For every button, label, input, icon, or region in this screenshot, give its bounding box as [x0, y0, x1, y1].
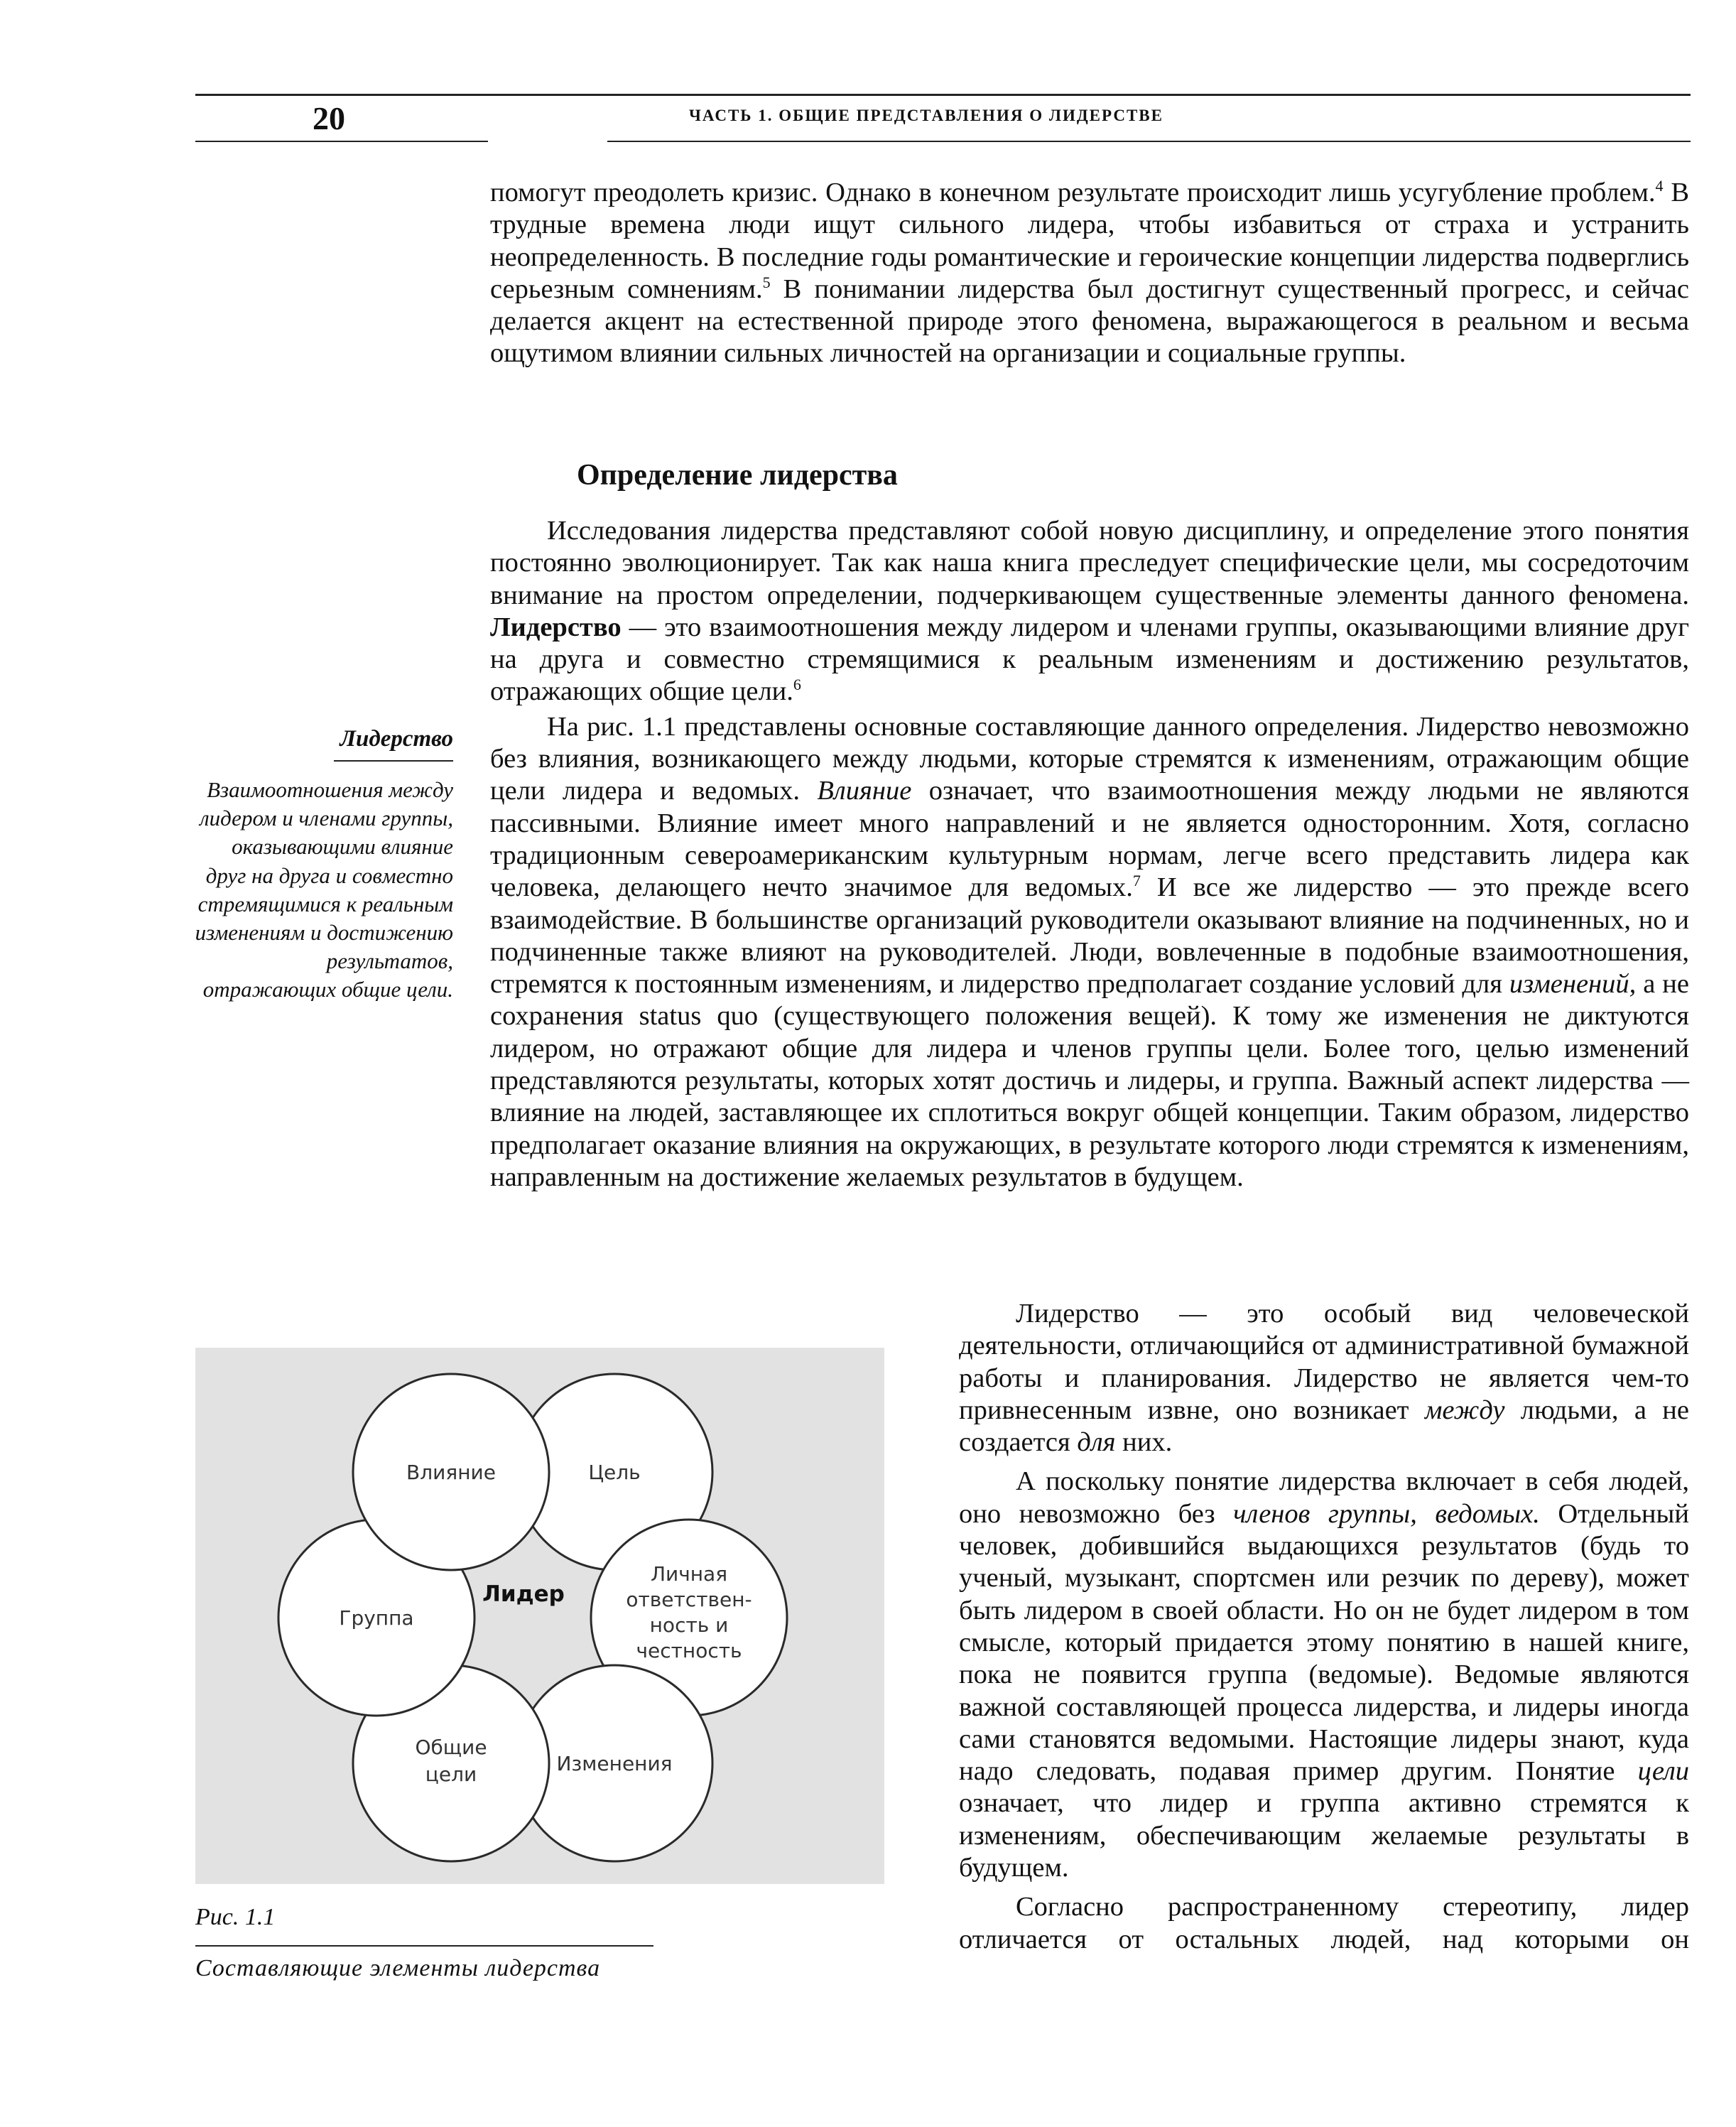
- page-number: 20: [313, 100, 345, 136]
- footnote-ref: 6: [793, 676, 801, 694]
- section-heading: Определение лидерства: [577, 459, 898, 492]
- figure-caption-rule: [195, 1945, 653, 1947]
- label-changes: Изменения: [556, 1752, 673, 1775]
- label-responsibility-4: честность: [636, 1639, 742, 1662]
- label-leader: Лидер: [482, 1581, 565, 1607]
- label-common-goals-1: Общие: [415, 1736, 487, 1759]
- footnote-ref: 4: [1655, 177, 1664, 195]
- right-paragraph-1: Лидерство — это особый вид человеческой деятельности, отличающийся от административной бумажной работы и планирования. Лидерство не является чем-то привнесенным извне, оно возникает между людьми, а не создается для них.: [959, 1299, 1689, 1458]
- intro-paragraph: помогут преодолеть кризис. Однако в конечном результате происходит лишь усугубление проблем.$^4$ В трудные времена люди ищут сильного лидера, чтобы избавиться от страха и устранить неопределенность. В последние годы романтические и героические концепции лидерства подверглись серьезным сомнениям.$^5$ В понимании лидерства был достигнут существенный прогресс, и сейчас делается акцент на естественной природе этого феномена, выражающегося в реальном и весьма ощутимом влиянии сильных личностей на организации и социальные группы.: [490, 177, 1690, 369]
- header-right-rule: [607, 141, 1691, 142]
- margin-note-definition: Взаимоотношения между лидером и членами группы, оказывающими влияние друг на друга и совместно стремящимися к реальным изменениям и достижению результатов, отражающих общие цели.: [195, 777, 453, 1002]
- label-influence: Влияние: [406, 1461, 496, 1484]
- margin-note-rule: [334, 760, 453, 762]
- figure-title: Составляющие элементы лидерства: [195, 1955, 601, 1981]
- running-head: ЧАСТЬ 1. ОБЩИЕ ПРЕДСТАВЛЕНИЯ О ЛИДЕРСТВЕ: [689, 107, 1163, 124]
- right-paragraph-2: А поскольку понятие лидерства включает в себя людей, оно невозможно без членов группы, ведомых. Отдельный человек, добившийся выдающихся результатов (будь то ученый, музыкант, спортсмен или резчик по дереву), может быть лидером в своей области. Но он не будет лидером в том смысле, который придается этому понятию в нашей книге, пока не появится группа (ведомые). Ведомые являются важной составляющей процесса лидерства, и лидеры иногда сами становятся ведомыми. Настоящие лидеры знают, куда надо следовать, подавая пример другим. Понятие цели означает, что лидер и группа активно стремятся к изменениям, обеспечивающим желаемые результаты в будущем.: [959, 1466, 1689, 1883]
- label-responsibility-2: ответствен-: [626, 1588, 752, 1611]
- defined-term: Лидерство: [490, 612, 622, 642]
- right-paragraph-3: Согласно распространенному стереотипу, лидер отличается от остальных людей, над которыми он: [959, 1892, 1689, 1954]
- label-responsibility-3: ность и: [649, 1613, 729, 1637]
- main-text-column: [490, 515, 1689, 1194]
- header-left-rule: [195, 141, 488, 142]
- footnote-ref: 5: [762, 274, 771, 292]
- label-goal: Цель: [588, 1461, 641, 1484]
- figure-leadership-elements: [195, 1348, 884, 1884]
- label-responsibility-1: Личная: [650, 1562, 728, 1586]
- figure-reference-paragraph: На рис. 1.1 представлены основные составляющие данного определения. Лидерство невозможно без влияния, возникающего между людьми, которые стремятся к изменениям, отражающим общие цели лидера и ведомых. Влияние означает, что взаимоотношения между людьми не являются пассивными. Влияние имеет много направлений и не является односторонним. Хотя, согласно традиционным североамериканским культурным нормам, легче всего представить лидера как человека, делающего нечто значимое для ведомых.$^7$ И все же лидерство — это прежде всего взаимодействие. В большинстве организаций руководители оказывают влияние на подчиненных, но и подчиненные также влияют на руководителей. Люди, вовлеченные в подобные взаимоотношения, стремятся к постоянным изменениям, и лидерство предполагает создание условий для изменений, а не сохранения status quo (существующего положения вещей). К тому же изменения не диктуются лидером, но отражают общие для лидера и членов группы цели. Более того, целью изменений представляются результаты, которых хотят достичь и лидеры, и группа. Важный аспект лидерства — влияние на людей, заставляющее их сплотиться вокруг общей концепции. Таким образом, лидерство предполагает оказание влияния на окружающих, в результате которого люди стремятся к изменениям, направленным на достижение желаемых результатов в будущем.: [490, 711, 1690, 1192]
- margin-note-term: Лидерство: [340, 726, 453, 752]
- figure-number: Рис. 1.1: [195, 1904, 276, 1930]
- right-column-text: [959, 1298, 1689, 1956]
- definition-paragraph: Исследования лидерства представляют собой новую дисциплину, и определение этого понятия постоянно эволюционирует. Так как наша книга преследует специфические цели, мы сосредоточим внимание на простом определении, подчеркивающем существенные элементы данного феномена. Лидерство — это взаимоотношения между лидером и членами группы, оказывающими влияние друг на друга и совместно стремящимися к реальным изменениям и достижению результатов, отражающих общие цели.$^6$: [490, 516, 1689, 707]
- header-top-rule: [195, 94, 1691, 96]
- label-common-goals-2: цели: [425, 1763, 477, 1786]
- label-group: Группа: [339, 1606, 414, 1630]
- leadership-diagram: [195, 1348, 884, 1884]
- footnote-ref: 7: [1132, 872, 1141, 890]
